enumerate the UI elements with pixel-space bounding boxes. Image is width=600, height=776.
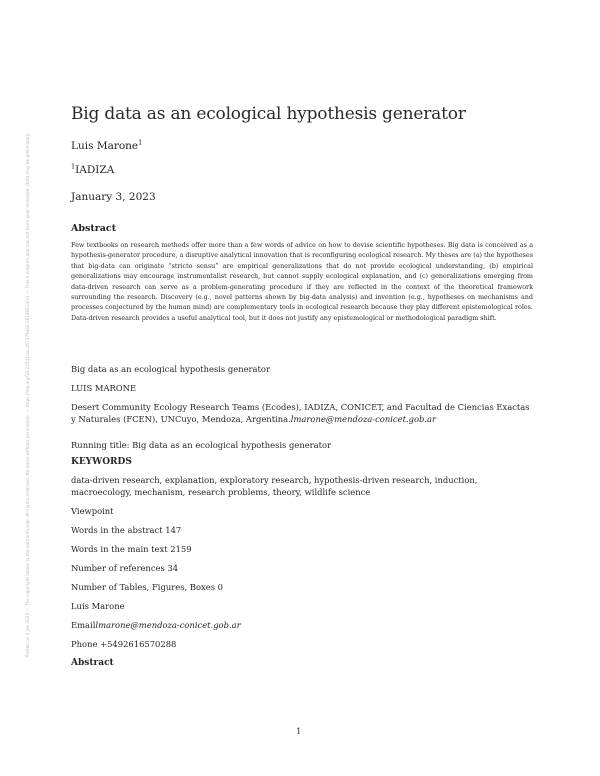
author-caps: LUIS MARONE xyxy=(71,383,137,393)
article-type: Viewpoint xyxy=(71,506,114,516)
short-title: Big data as an ecological hypothesis generator xyxy=(71,364,270,374)
words-in-abstract: Words in the abstract 147 xyxy=(71,525,182,535)
words-in-main-text: Words in the main text 2159 xyxy=(71,544,192,554)
paper-title: Big data as an ecological hypothesis generator xyxy=(71,104,466,124)
affiliation: IADIZA xyxy=(75,164,115,176)
abstract-heading-2: Abstract xyxy=(71,658,114,668)
phone-line: Phone +5492616570288 xyxy=(71,639,177,649)
number-of-references: Number of references 34 xyxy=(71,563,179,573)
preprint-watermark: Posted on 4 Jan 2023 — The copyright holder is the author/funder. All rights reserved. No reuse without permission. — https://doi.org/10.22541/au.167279442.26196614/v1 — This a preprint and has not been peer reviewed. Data may be preliminary. xyxy=(25,132,30,658)
email-address[interactable]: lmarone@mendoza-conicet.gob.ar xyxy=(95,620,241,630)
affiliation-email[interactable]: lmarone@mendoza-conicet.gob.ar xyxy=(290,413,437,424)
affiliation-text: Desert Community Ecology Research Teams (Ecodes), IADIZA, CONICET, and Facultad de Ciencias Exactas y Naturales (FCEN), UNCuyo, Mendoza, Argentina. xyxy=(71,402,530,424)
keywords-list: data-driven research, explanation, exploratory research, hypothesis-driven research, induction, macroecology, mechanism, research problems, theory, wildlife science xyxy=(71,475,478,497)
affiliation-line xyxy=(71,164,114,176)
abstract-heading: Abstract xyxy=(71,223,117,234)
number-of-tables: Number of Tables, Figures, Boxes 0 xyxy=(71,582,223,592)
author-superscript: 1 xyxy=(138,138,143,147)
email-label: Email xyxy=(71,620,96,630)
running-title: Running title: Big data as an ecological hypothesis generator xyxy=(71,440,332,450)
affiliation-superscript: 1 xyxy=(71,162,76,171)
author-name: Luis Marone xyxy=(71,140,139,152)
publication-date: January 3, 2023 xyxy=(71,191,156,203)
email-line xyxy=(71,620,537,632)
page-number: 1 xyxy=(296,726,302,736)
affiliation-long xyxy=(71,402,535,425)
keywords-heading: KEYWORDS xyxy=(71,457,132,467)
contact-name: Luis Marone xyxy=(71,601,125,611)
author-line xyxy=(71,140,142,152)
abstract-text: Few textbooks on research methods offer more than a few words of advice on how to devise scientific hypotheses. Big data is conceived as a hypothesis-generator procedure, a disruptive analytical innovation that is reconfiguring ecological research. My theses are (a) the hypotheses that big-data can originate “stricto sensu” are empirical generalizations that do not provide ecological understanding, (b) empirical generalizations may encourage instrumentalist research, but cannot supply ecological explanation, and (c) generalizations emerging from data-driven research can serve as a problem-generating procedure if they are reflected in the context of the theoretical framework surrounding the research. Discovery (e.g., novel patterns shown by big-data analysis) and invention (e.g., hypotheses on mechanisms and processes conjectured by the human mind) are complementary tools in ecological research because they play different epistemological roles. Data-driven research provides a useful analytical tool, but it does not justify any epistemological or methodological paradigm shift. xyxy=(71,241,534,322)
